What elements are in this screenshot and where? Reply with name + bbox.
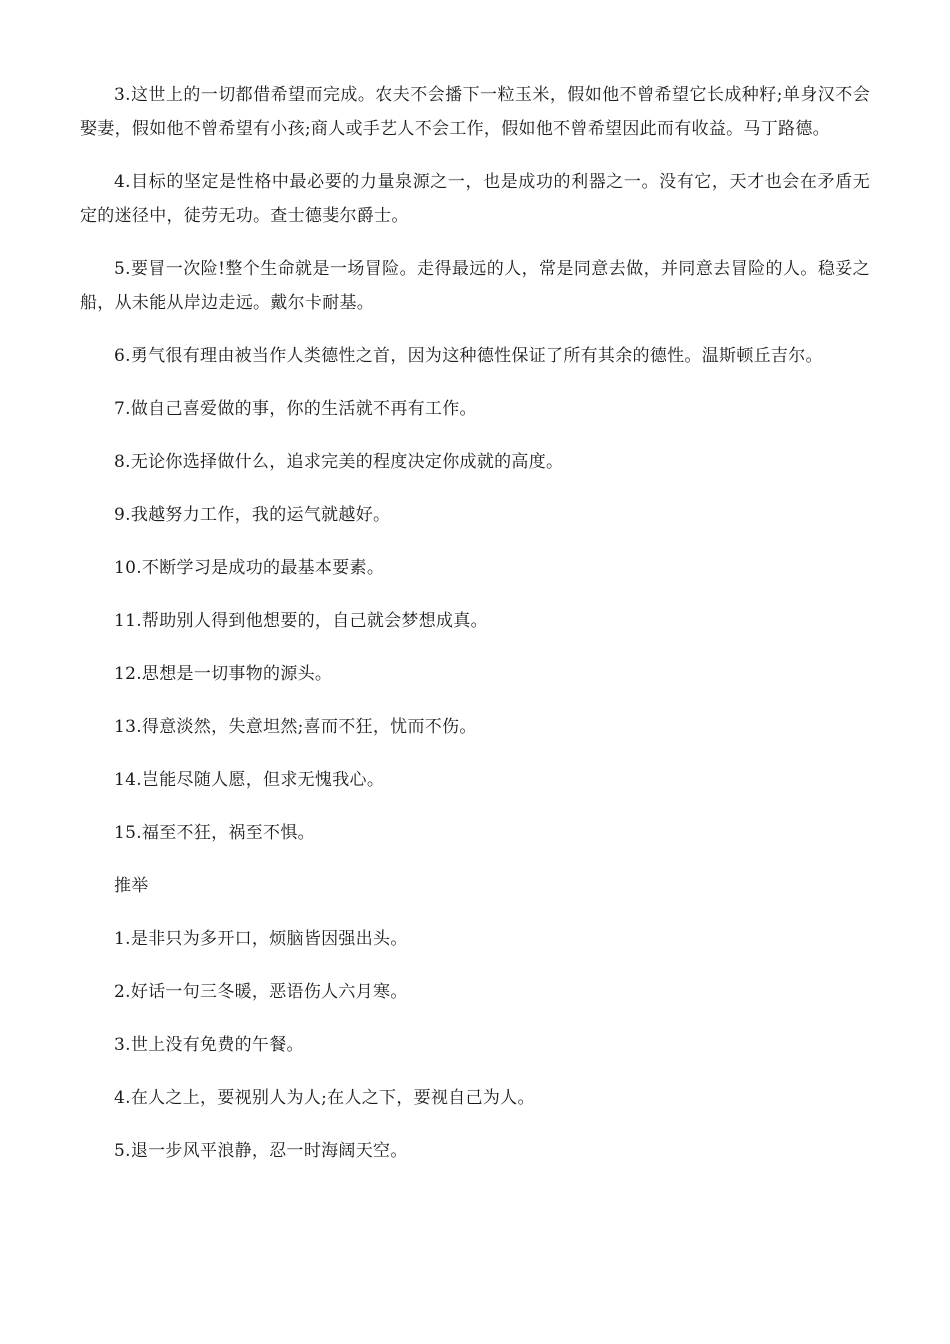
quote-paragraph: 15.福至不狂，祸至不惧。 [114, 823, 315, 843]
quote-paragraph: 14.岂能尽随人愿，但求无愧我心。 [114, 770, 385, 790]
quote-paragraph: 7.做自己喜爱做的事，你的生活就不再有工作。 [114, 399, 477, 419]
quote-paragraph: 5.要冒一次险!整个生命就是一场冒险。走得最远的人，常是同意去做，并同意去冒险的人。稳妥之船，从未能从岸边走远。戴尔卡耐基。 [80, 259, 870, 313]
section-heading: 推举 [114, 876, 149, 896]
quote-paragraph: 1.是非只为多开口，烦脑皆因强出头。 [114, 929, 408, 949]
quote-paragraph: 4.目标的坚定是性格中最必要的力量泉源之一，也是成功的利器之一。没有它，天才也会在矛盾无定的迷径中，徒劳无功。查士德斐尔爵士。 [80, 172, 870, 226]
quote-paragraph: 8.无论你选择做什么，追求完美的程度决定你成就的高度。 [114, 452, 564, 472]
quote-paragraph: 2.好话一句三冬暖，恶语伤人六月寒。 [114, 982, 408, 1002]
quote-paragraph: 9.我越努力工作，我的运气就越好。 [114, 505, 391, 525]
quote-paragraph: 3.世上没有免费的午餐。 [114, 1035, 304, 1055]
document-body [80, 78, 870, 1187]
quote-paragraph: 12.思想是一切事物的源头。 [114, 664, 333, 684]
quote-paragraph: 3.这世上的一切都借希望而完成。农夫不会播下一粒玉米，假如他不曾希望它长成种籽;单身汉不会娶妻，假如他不曾希望有小孩;商人或手艺人不会工作，假如他不曾希望因此而有收益。马丁路德。 [80, 85, 870, 139]
quote-paragraph: 13.得意淡然，失意坦然;喜而不狂，忧而不伤。 [114, 717, 477, 737]
quote-paragraph: 6.勇气很有理由被当作人类德性之首，因为这种德性保证了所有其余的德性。温斯顿丘吉尔。 [114, 346, 823, 366]
quote-paragraph: 11.帮助别人得到他想要的，自己就会梦想成真。 [114, 611, 488, 631]
quote-paragraph: 5.退一步风平浪静，忍一时海阔天空。 [114, 1141, 408, 1161]
quote-paragraph: 4.在人之上，要视别人为人;在人之下，要视自己为人。 [114, 1088, 535, 1108]
quote-paragraph: 10.不断学习是成功的最基本要素。 [114, 558, 385, 578]
